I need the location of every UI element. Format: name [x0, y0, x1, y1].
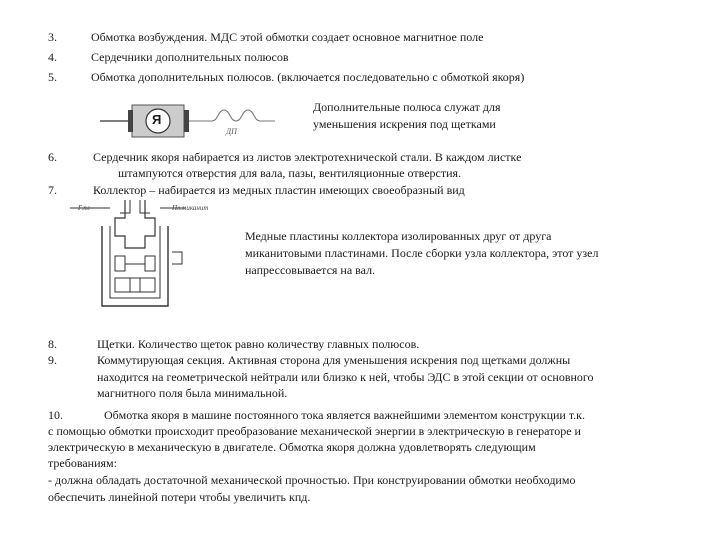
- outer-plate: [102, 226, 168, 306]
- item-6-line2: штампуются отверстия для вала, пазы, вентиляционные отверстия.: [118, 166, 462, 180]
- armature-winding-diagram: [100, 98, 280, 146]
- outer-plate-inner-edge: [110, 226, 160, 298]
- mica-separator-lower: [130, 278, 140, 292]
- item-9-line3: магнитного поля была минимальной.: [97, 386, 288, 400]
- item-4-text: Сердечники дополнительных полюсов: [91, 50, 289, 64]
- fig1-note-line1: Дополнительные полюса служат для: [313, 100, 501, 114]
- item-10-line6: обеспечить линейной потери чтобы увеличить кпд.: [48, 490, 311, 504]
- item-5-text: Обмотка дополнительных полюсов. (включается последовательно с обмоткой якоря): [91, 70, 525, 84]
- armature-label: Я: [152, 112, 162, 127]
- item-8-number: 8.: [48, 337, 57, 351]
- copper-plate-upper: [115, 200, 155, 248]
- left-brush: [128, 110, 133, 132]
- side-clip: [172, 252, 182, 264]
- item-4-number: 4.: [48, 50, 57, 64]
- item-3-number: 3.: [48, 30, 57, 44]
- item-10-line2: с помощью обмотки происходит преобразование механической энергии в электрическую в генераторе и: [48, 424, 581, 438]
- item-9-number: 9.: [48, 353, 57, 367]
- item-6-line1: Сердечник якоря набирается из листов электротехнической стали. В каждом листке: [93, 150, 522, 164]
- item-10-line1: Обмотка якоря в машине постоянного тока является важнейшими элементом конструкции т.к.: [104, 408, 586, 422]
- item-10-line5: - должна обладать достаточной механической прочностью. При конструировании обмотки необходимо: [48, 473, 576, 487]
- item-6-number: 6.: [48, 150, 57, 164]
- plate-label-right: Пл.миканит: [172, 204, 209, 212]
- fig1-note-line2: уменьшения искрения под щетками: [313, 117, 496, 131]
- plate-label-left: Г.пл: [78, 204, 90, 212]
- item-7-number: 7.: [48, 183, 57, 197]
- copper-plate-lower: [115, 278, 155, 292]
- fig2-note-line2: миканитовыми пластинами. После сборки узла коллектора, этот узел: [245, 246, 599, 260]
- item-10-line4: требованиям:: [48, 456, 117, 470]
- winding-label: ДП: [226, 127, 237, 136]
- item-7-text: Коллектор – набирается из медных пластин имеющих своеобразный вид: [93, 183, 465, 197]
- fig2-note-line3: напрессовывается на вал.: [245, 263, 376, 277]
- right-brush: [184, 110, 189, 132]
- item-3-text: Обмотка возбуждения. МДС этой обмотки создает основное магнитное поле: [91, 30, 484, 44]
- field-winding-coil: [189, 110, 275, 121]
- item-9-line1: Коммутирующая секция. Активная сторона для уменьшения искрения под щетками должны: [97, 353, 571, 367]
- item-9-line2: находится на геометрической нейтрали или близко к ней, чтобы ЭДС в этой секции от основного: [97, 370, 594, 384]
- fig2-note-line1: Медные пластины коллектора изолированных друг от друга: [245, 229, 552, 243]
- item-10-number: 10.: [48, 408, 63, 422]
- item-8-text: Щетки. Количество щеток равно количеству главных полюсов.: [97, 337, 420, 351]
- item-10-line3: электрическую в механическую в двигателе. Обмотка якоря должна удовлетворять следующим: [48, 440, 536, 454]
- item-5-number: 5.: [48, 70, 57, 84]
